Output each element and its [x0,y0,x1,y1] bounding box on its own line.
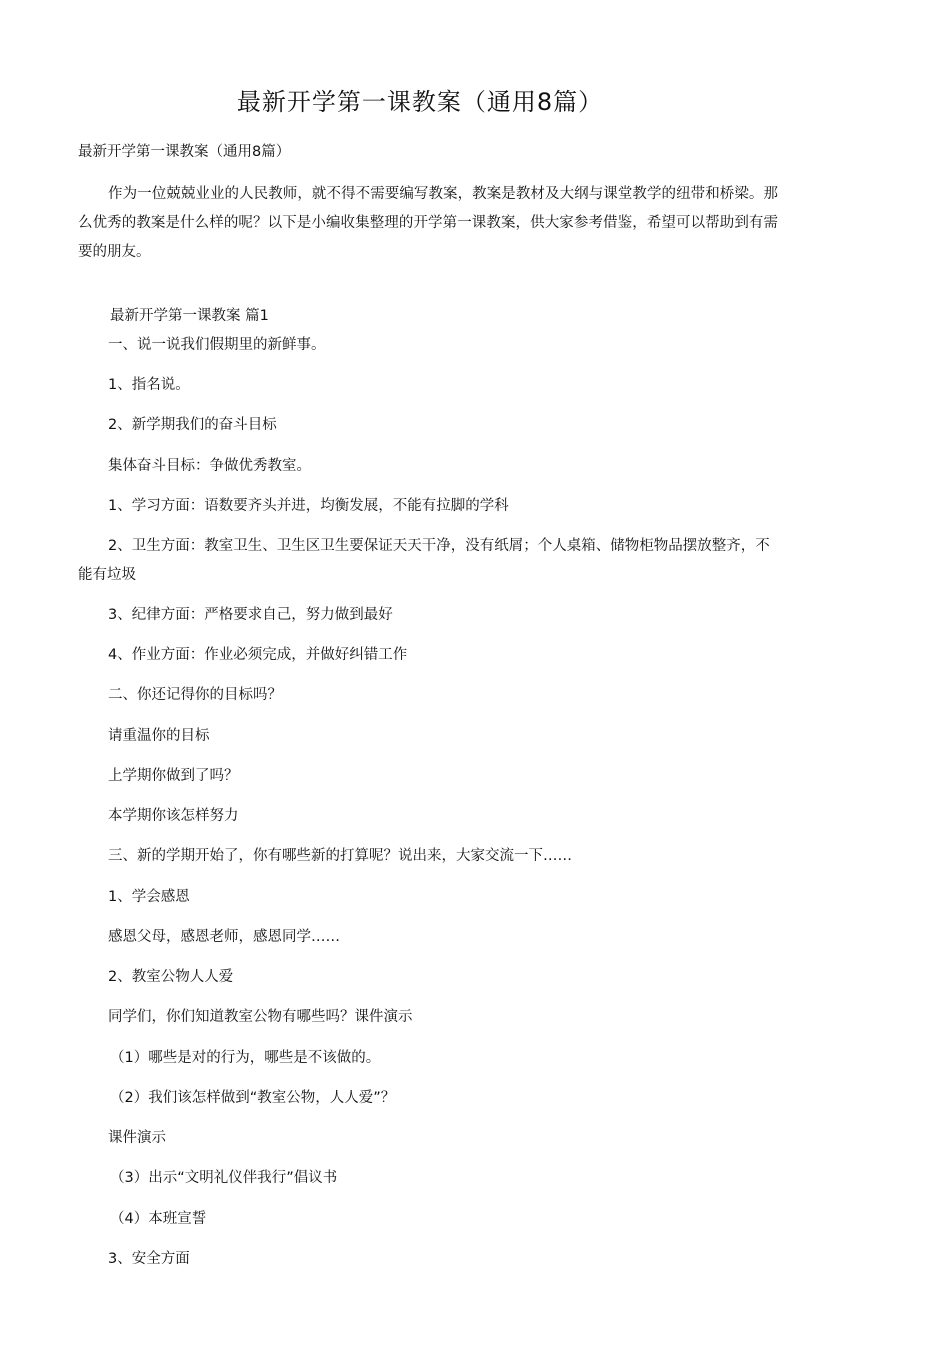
paragraph: 上学期你做到了吗？ [108,768,239,784]
paragraph: 2、教室公物人人爱 [108,969,234,985]
paragraph: 3、安全方面 [108,1251,190,1267]
paragraph: （3）出示“文明礼仪伴我行”倡议书 [110,1170,338,1186]
paragraph: 集体奋斗目标：争做优秀教室。 [108,458,311,474]
paragraph: （4）本班宣誓 [110,1211,207,1227]
paragraph: 三、新的学期开始了，你有哪些新的打算呢？说出来，大家交流一下…… [108,848,572,864]
paragraph: 二、你还记得你的目标吗？ [108,687,282,703]
section-heading: 最新开学第一课教案 篇1 [110,308,269,324]
paragraph: 1、学习方面：语数要齐头并进，均衡发展，不能有拉脚的学科 [108,498,509,514]
paragraph: 2、新学期我们的奋斗目标 [108,417,277,433]
paragraph: 3、纪律方面：严格要求自己，努力做到最好 [108,607,393,623]
paragraph: 课件演示 [108,1130,166,1146]
paragraph: 1、学会感恩 [108,889,190,905]
intro-paragraph: 作为一位兢兢业业的人民教师，就不得不需要编写教案，教案是教材及大纲与课堂教学的纽带和桥梁。那么优秀的教案是什么样的呢？以下是小编收集整理的开学第一课教案，供大家参考借鉴，希望可以帮助到有需要的朋友。 [78,186,778,260]
paragraph: 请重温你的目标 [108,728,210,744]
paragraph: 1、指名说。 [108,377,190,393]
paragraph: 一、说一说我们假期里的新鲜事。 [108,337,326,353]
paragraph: 本学期你该怎样努力 [108,808,239,824]
document-title: 最新开学第一课教案（通用8篇） [236,88,604,116]
paragraph: 2、卫生方面：教室卫生、卫生区卫生要保证天天干净，没有纸屑；个人桌箱、储物柜物品摆放整齐，不能有垃圾 [78,538,770,583]
paragraph: （1）哪些是对的行为，哪些是不该做的。 [110,1050,381,1066]
paragraph: 同学们，你们知道教室公物有哪些吗？课件演示 [108,1009,413,1025]
paragraph: （2）我们该怎样做到“教室公物，人人爱”？ [110,1090,396,1106]
document-subtitle: 最新开学第一课教案（通用8篇） [78,144,291,160]
paragraph: 感恩父母，感恩老师，感恩同学…… [108,929,340,945]
paragraph: 4、作业方面：作业必须完成，并做好纠错工作 [108,647,408,663]
